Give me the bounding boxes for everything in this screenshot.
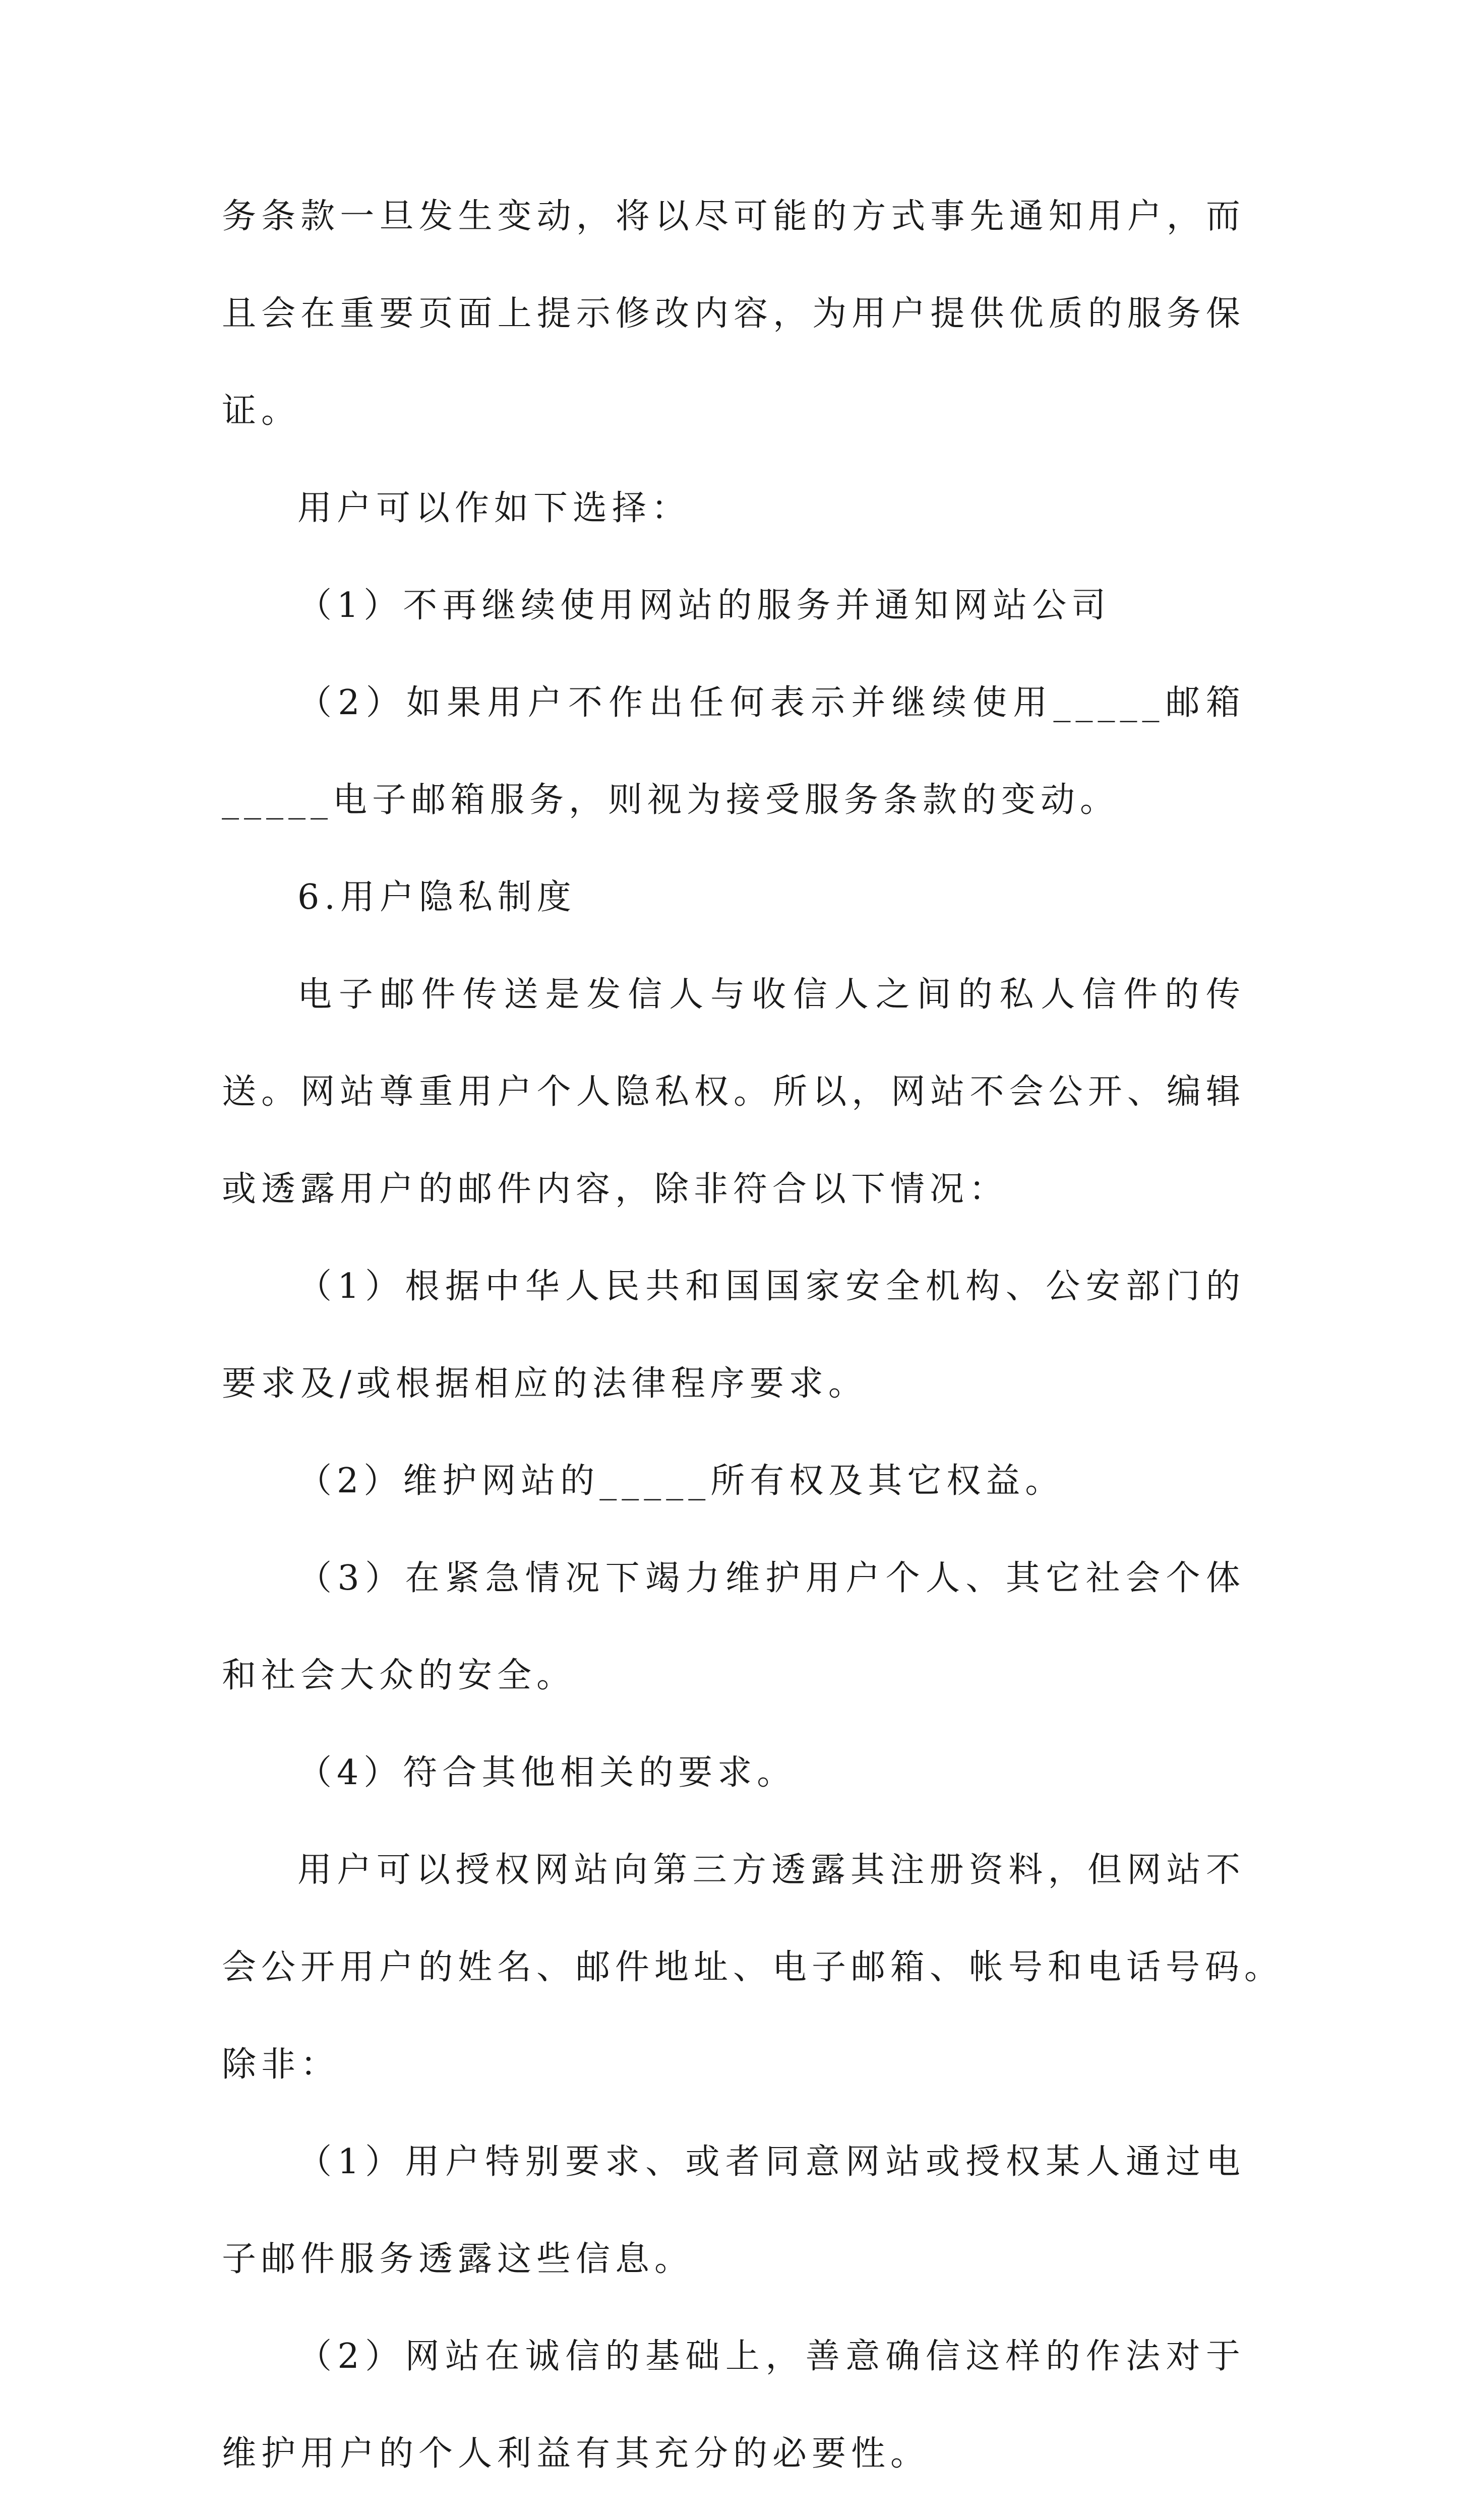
list-item: （4）符合其他相关的要求。 — [297, 1753, 797, 1793]
paragraph-line: 或透露用户的邮件内容，除非符合以下情况： — [222, 1169, 1009, 1209]
paragraph-line: 证。 — [222, 391, 301, 431]
list-item: （1）不再继续使用网站的服务并通知网站公司 — [297, 586, 1111, 625]
paragraph-line: 电子邮件传送是发信人与收信人之间的私人信件的传 — [297, 975, 1245, 1015]
paragraph-line: 用户可以作如下选择： — [297, 488, 691, 528]
list-item-continuation: 和社会大众的安全。 — [222, 1656, 576, 1695]
list-item-continuation: _____电子邮箱服务，则视为接受服务条款的变动。 — [222, 780, 1120, 820]
list-item-continuation: 要求及/或根据相应的法律程序要求。 — [222, 1364, 868, 1404]
paragraph-line: 用户可以授权网站向第三方透露其注册资料，但网站不 — [297, 1850, 1245, 1890]
list-item: （2）网站在诚信的基础上，善意确信这样的作法对于 — [297, 2337, 1245, 2376]
list-item-continuation: 子邮件服务透露这些信息。 — [222, 2239, 694, 2279]
paragraph-line: 送。网站尊重用户个人隐私权。所以，网站不会公开、编辑 — [222, 1072, 1245, 1112]
section-heading: 6.用户隐私制度 — [297, 877, 576, 917]
list-item: （2）维护网站的_____所有权及其它权益。 — [297, 1461, 1065, 1501]
paragraph-line: 除非： — [222, 2045, 340, 2085]
list-item: （1）根据中华人民共和国国家安全机构、公安部门的 — [297, 1267, 1245, 1306]
list-item: （3）在紧急情况下竭力维护用户个人、其它社会个体 — [297, 1558, 1245, 1598]
document-body — [222, 192, 1284, 2520]
list-item-continuation: 维护用户的个人利益有其充分的必要性。 — [222, 2434, 930, 2474]
paragraph-line: 务条款一旦发生变动，将以尽可能的方式事先通知用户，而 — [222, 197, 1245, 236]
list-item: （1）用户特别要求、或者同意网站或授权某人通过电 — [297, 2142, 1245, 2182]
paragraph-line: 会公开用户的姓名、邮件地址、电子邮箱、帐号和电话号码。 — [222, 1947, 1284, 1987]
paragraph-line: 且会在重要页面上提示修改内容，为用户提供优质的服务保 — [222, 294, 1245, 334]
list-item: （2）如果用户不作出任何表示并继续使用_____邮箱 — [297, 683, 1245, 723]
